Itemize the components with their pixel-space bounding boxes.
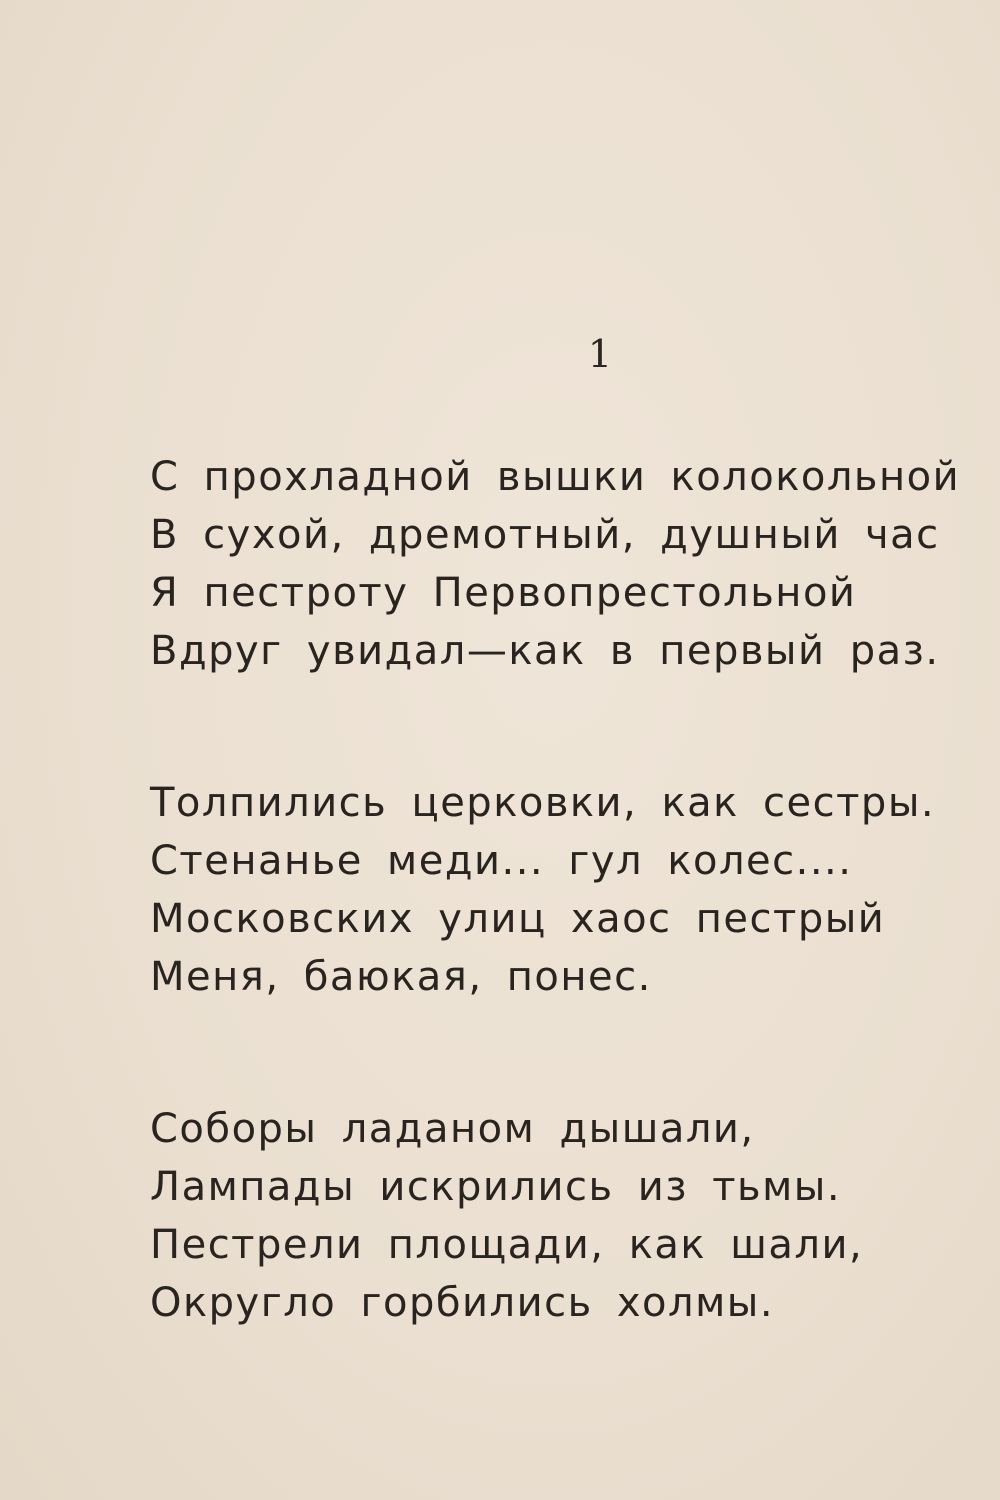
- poem-line: Вдруг увидал—как в первый раз.: [150, 628, 940, 674]
- poem-line: Лампады искрились из тьмы.: [150, 1164, 842, 1210]
- poem: [150, 448, 980, 1426]
- stanza-2: [150, 774, 980, 1006]
- poem-line: Меня, баюкая, понес.: [150, 954, 652, 1000]
- poem-line: Московских улиц хаос пестрый: [150, 896, 886, 942]
- poem-line: В сухой, дремотный, душный час: [150, 512, 940, 558]
- poem-line: Округло горбились холмы.: [150, 1280, 775, 1326]
- section-number: 1: [587, 332, 613, 376]
- poem-line: Я пестроту Первопрестольной: [150, 570, 857, 616]
- poem-line: С прохладной вышки колокольной: [150, 454, 961, 500]
- poem-line: Соборы ладаном дышали,: [150, 1106, 755, 1152]
- stanza-1: [150, 448, 980, 680]
- poem-line: Пестрели площади, как шали,: [150, 1222, 864, 1268]
- poem-line: Толпились церковки, как сестры.: [150, 780, 936, 826]
- stanza-3: [150, 1100, 980, 1332]
- poem-line: Стенанье меди... гул колес....: [150, 838, 853, 884]
